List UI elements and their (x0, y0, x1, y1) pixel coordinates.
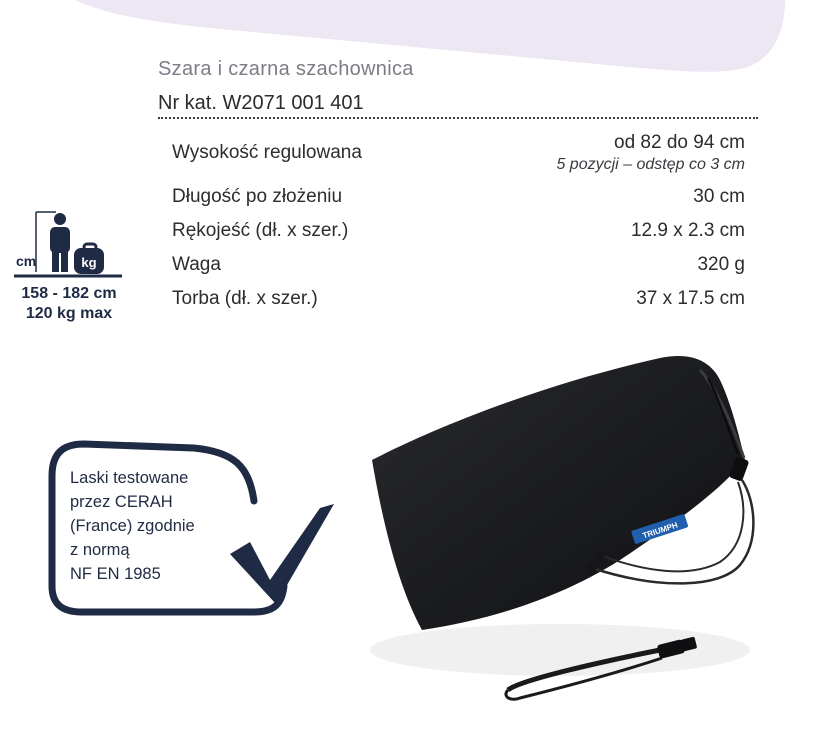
product-header (158, 56, 758, 116)
spec-value: 320 g (697, 254, 745, 275)
cert-line: przez CERAH (70, 493, 173, 511)
cert-line: (France) zgodnie (70, 517, 195, 535)
max-weight: 120 kg max (25, 305, 113, 322)
bag-tag: TRIUMPH (641, 520, 679, 541)
product-subtitle: Szara i czarna szachownica (158, 58, 414, 80)
carry-bag-image (360, 350, 770, 720)
spec-row-bag (172, 282, 745, 316)
spec-label: Rękojeść (dł. x szer.) (172, 220, 349, 241)
certification-text (70, 466, 195, 586)
spec-value-note: 5 pozycji – odstęp co 3 cm (556, 155, 745, 173)
catalog-number: Nr kat. W2071 001 401 (158, 92, 364, 114)
checkmark-icon (230, 504, 334, 604)
spec-label: Wysokość regulowana (172, 141, 362, 163)
cert-line: Laski testowane (70, 469, 189, 487)
spec-table (172, 125, 745, 316)
spec-label: Torba (dł. x szer.) (172, 288, 318, 309)
spec-value: 12.9 x 2.3 cm (630, 220, 745, 241)
spec-row-weight (172, 248, 745, 282)
cert-line: z normą (70, 541, 130, 559)
spec-row-folded-length (172, 180, 745, 214)
spec-value: 30 cm (693, 186, 745, 207)
spec-value (556, 132, 745, 174)
spec-row-handle (172, 214, 745, 248)
unit-height: cm (16, 253, 37, 269)
spec-value-main: od 82 do 94 cm (614, 131, 745, 153)
dotted-divider (158, 117, 758, 119)
cert-line: NF EN 1985 (70, 565, 161, 583)
spec-label: Waga (172, 254, 221, 275)
unit-weight: kg (81, 255, 97, 270)
person-height-weight-icon (12, 208, 124, 284)
user-range (10, 284, 128, 324)
spec-row-height (172, 125, 745, 180)
spec-value: 37 x 17.5 cm (636, 288, 745, 309)
spec-label: Długość po złożeniu (172, 186, 343, 207)
height-range: 158 - 182 cm (21, 285, 117, 302)
